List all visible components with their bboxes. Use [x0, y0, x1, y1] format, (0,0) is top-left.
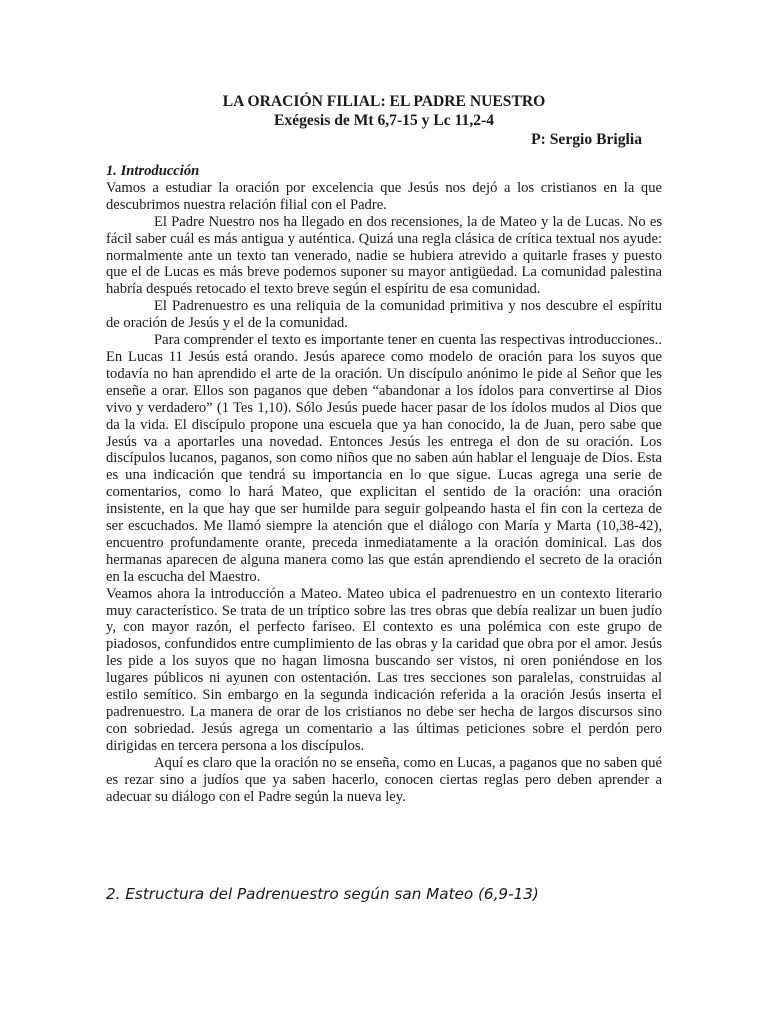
paragraph-3: El Padrenuestro es una reliquia de la comunidad primitiva y nos descubre el espíritu de oración de Jesús y el de la comunidad. [106, 298, 662, 332]
paragraph-5: Veamos ahora la introducción a Mateo. Mateo ubica el padrenuestro en un contexto literario muy característico. Se trata de un tríptico sobre las tres obras que debía realizar un buen judío y, con mayor razón, el perfecto fariseo. El contexto es una polémica con este grupo de piadosos, confundidos entre cumplimiento de las obras y la caridad que obra por el amor. Jesús les pide a los suyos que no hagan limosna buscando ser vistos, ni oren poniéndose en los lugares públicos ni ayunen con ostentación. Las tres secciones son paralelas, construidas al estilo semítico. Sin embargo en la segunda indicación referida a la oración Jesús inserta el padrenuestro. La manera de orar de los cristianos no debe ser hecha de largos discursos sino con sobriedad. Jesús agrega un comentario a las últimas peticiones sobre el perdón pero dirigidas en tercera persona a los discípulos. [106, 585, 662, 754]
document-title: LA ORACIÓN FILIAL: EL PADRE NUESTRO [222, 93, 546, 110]
title-block [106, 92, 662, 130]
section-1-heading: 1. Introducción [106, 163, 200, 179]
section-2-heading: 2. Estructura del Padrenuestro según san Mateo (6,9-13) [106, 885, 539, 903]
paragraph-2: El Padre Nuestro nos ha llegado en dos recensiones, la de Mateo y la de Lucas. No es fácil saber cuál es más antigua y auténtica. Quizá una regla clásica de crítica textual nos ayude: normalmente ante un texto tan venerado, nadie se hubiera atrevido a quitarle frases y puesto que el de Lucas es más breve podemos suponer su mayor antigüedad. La comunidad palestina habría después retocado el texto breve según el espíritu de esa comunidad. [106, 213, 662, 298]
document-author: P: Sergio Briglia [531, 131, 642, 148]
paragraph-6: Aquí es claro que la oración no se enseña, como en Lucas, a paganos que no saben qué es rezar sino a judíos que ya saben hacerlo, conocen ciertas reglas pero deben aprender a adecuar su diálogo con el Padre según la nueva ley. [106, 754, 662, 805]
paragraph-1: Vamos a estudiar la oración por excelencia que Jesús nos dejó a los cristianos en la que descubrimos nuestra relación filial con el Padre. [106, 179, 662, 213]
paragraph-4: Para comprender el texto es importante tener en cuenta las respectivas introducciones.. En Lucas 11 Jesús está orando. Jesús aparece como modelo de oración para los suyos que todavía no han aprendido el arte de la oración. Un discípulo anónimo le pide al Señor que les enseñe a orar. Ellos son paganos que deben “abandonar a los ídolos para convertirse al Dios vivo y verdadero” (1 Tes 1,10). Sólo Jesús puede hacer pasar de los ídolos mudos al Dios que da la vida. El discípulo propone una escuela que ya han conocido, la de Juan, pero sabe que Jesús va a aportarles una novedad. Entonces Jesús les entrega el don de su oración. Los discípulos lucanos, paganos, son como niños que no saben aún hablar el lenguaje de Dios. Esta es una indicación que tendrá su importancia en lo que sigue. Lucas agrega una serie de comentarios, como lo hará Mateo, que explicitan el sentido de la oración: una oración insistente, en la que hay que ser humilde para seguir golpeando hasta el fin con la certeza de ser escuchados. Me llamó siempre la atención que el diálogo con María y Marta (10,38-42), encuentro profundamente orante, preceda inmediatamente a la oración dominical. Las dos hermanas aparecen de alguna manera como las que están aprendiendo el secreto de la oración en la escucha del Maestro. [106, 332, 662, 585]
document-subtitle: Exégesis de Mt 6,7-15 y Lc 11,2-4 [273, 112, 495, 129]
document-page [106, 92, 662, 805]
